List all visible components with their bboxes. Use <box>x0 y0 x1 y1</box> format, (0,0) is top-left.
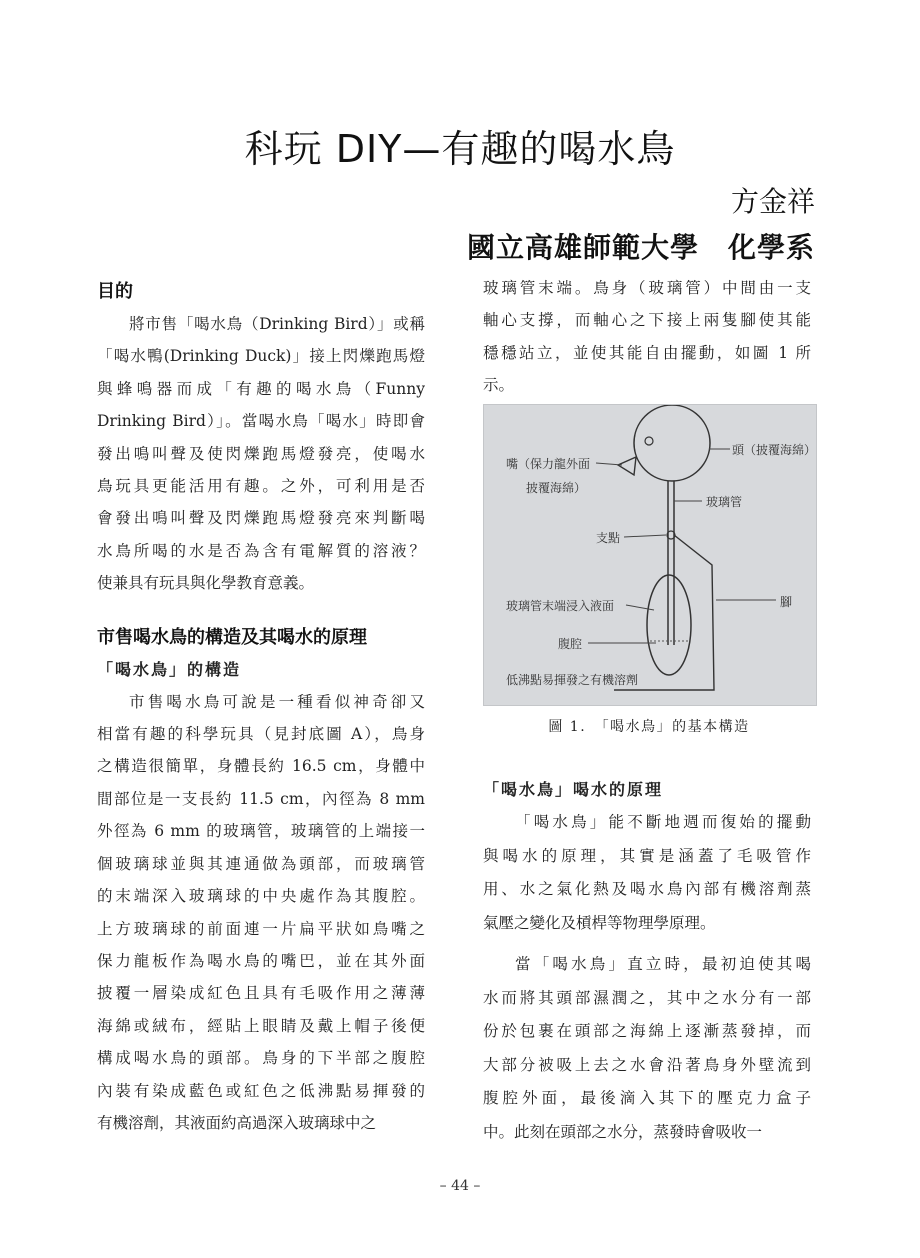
text-line: 市售喝水鳥可說是一種看似神奇卻又 <box>129 692 425 711</box>
label-pivot: 支點 <box>596 531 621 545</box>
text-line: 中。此刻在頭部之水分，蒸發時會吸收一 <box>483 1122 763 1141</box>
text-line: 的末端深入玻璃球的中央處作為其腹腔。 <box>97 887 425 906</box>
text-line: 氣壓之變化及槓桿等物理學原理。 <box>483 913 716 932</box>
bird-eye <box>645 437 653 445</box>
text-line: 份於包裹在頭部之海綿上逐漸蒸發掉，而 <box>483 1022 811 1040</box>
right-column-top <box>483 272 811 402</box>
text-line: 與蜂鳴器而成「有趣的喝水鳥（Funny <box>97 379 425 398</box>
text-line: 發出鳴叫聲及使閃爍跑馬燈發亮，使喝水 <box>97 444 425 463</box>
principle-paragraph-1 <box>483 806 811 940</box>
text-line: 水而將其頭部濕潤之，其中之水分有一部 <box>483 988 811 1007</box>
text-line: 用、水之氣化熱及喝水鳥內部有機溶劑蒸 <box>483 880 811 898</box>
text-line: 穩穩站立，並使其能自由擺動，如圖 1 所 <box>483 343 811 362</box>
label-head: 頭（披覆海綿） <box>732 443 817 457</box>
bird-beak <box>618 457 636 475</box>
subheading-structure: 「喝水鳥」的構造 <box>97 659 242 679</box>
text-line: 構成喝水鳥的頭部。鳥身的下半部之腹腔 <box>97 1049 425 1068</box>
structure-paragraph <box>97 686 425 1140</box>
text-line: 與喝水的原理，其實是涵蓋了毛吸管作 <box>483 846 811 865</box>
label-solvent: 低沸點易揮發之有機溶劑 <box>506 673 639 687</box>
purpose-paragraph <box>97 308 425 600</box>
text-line: 上方玻璃球的前面連一片扁平狀如鳥嘴之 <box>97 919 425 938</box>
right-top-paragraph <box>483 272 811 402</box>
text-line: 內裝有染成藍色或紅色之低沸點易揮發的 <box>97 1081 425 1100</box>
text-line: 將市售「喝水鳥（Drinking Bird）」或稱 <box>129 315 425 333</box>
text-line: 「喝水鴨(Drinking Duck)」接上閃爍跑馬燈 <box>97 347 425 366</box>
principle-paragraph-2 <box>483 948 811 1149</box>
text-line: 個玻璃球並與其連通做為頭部，而玻璃管 <box>97 854 425 873</box>
label-leg: 腳 <box>780 595 793 609</box>
text-line: 當「喝水鳥」直立時，最初迫使其喝 <box>515 955 811 973</box>
page-number: – 44 – <box>439 1178 481 1194</box>
text-line: 使兼具有玩具與化學教育意義。 <box>97 574 315 593</box>
left-column <box>97 276 425 1139</box>
label-beak-1: 嘴（保力龍外面 <box>506 457 591 471</box>
label-tube: 玻璃管 <box>706 495 743 509</box>
right-column-bottom <box>483 774 811 1149</box>
text-line: 之構造很簡單，身體長約 16.5 cm，身體中 <box>97 757 425 776</box>
text-line: 披覆一層染成紅色且具有毛吸作用之薄薄 <box>97 984 425 1003</box>
figure-caption: 圖 1. 「喝水鳥」的基本構造 <box>548 719 750 735</box>
text-line: 鳥玩具更能活用有趣。之外，可利用是否 <box>97 477 425 496</box>
subheading-principle: 「喝水鳥」喝水的原理 <box>483 780 664 799</box>
text-line: 會發出鳴叫聲及閃爍跑馬燈發亮來判斷喝 <box>97 509 425 528</box>
text-line: 腹腔外面，最後滴入其下的壓克力盒子 <box>483 1089 811 1107</box>
page-title: 科玩 DIY—有趣的喝水鳥 <box>244 127 676 171</box>
bird-leg <box>614 535 714 690</box>
label-beak-2: 披覆海綿） <box>526 481 587 495</box>
text-line: Drinking Bird）」。當喝水鳥「喝水」時即會 <box>97 412 425 431</box>
heading-structure-principle: 市售喝水鳥的構造及其喝水的原理 <box>97 626 367 648</box>
text-line: 水鳥所喝的水是否為含有電解質的溶液？ <box>97 541 425 560</box>
drinking-bird-figure <box>483 404 817 706</box>
text-line: 外徑為 6 mm 的玻璃管，玻璃管的上端接一 <box>97 822 425 841</box>
heading-purpose: 目的 <box>97 281 133 302</box>
label-tube-end: 玻璃管末端浸入液面 <box>506 599 615 613</box>
text-line: 玻璃管末端。鳥身（玻璃管）中間由一支 <box>483 279 811 297</box>
author-name: 方金祥 <box>730 185 815 218</box>
text-line: 海綿或絨布，經貼上眼睛及戴上帽子後便 <box>97 1016 425 1035</box>
text-line: 相當有趣的科學玩具（見封底圖 A），鳥身 <box>97 725 425 744</box>
text-line: 軸心支撐，而軸心之下接上兩隻腳使其能 <box>483 311 811 330</box>
text-line: 「喝水鳥」能不斷地週而復始的擺動 <box>515 813 811 831</box>
text-line: 有機溶劑，其液面約高過深入玻璃球中之 <box>97 1113 377 1132</box>
text-line: 間部位是一支長約 11.5 cm，內徑為 8 mm <box>97 789 425 808</box>
bird-abdomen <box>647 575 691 675</box>
text-line: 大部分被吸上去之水會沿著鳥身外壁流到 <box>483 1055 811 1074</box>
text-line: 示。 <box>483 376 515 395</box>
label-abdomen: 腹腔 <box>558 637 583 651</box>
author-affiliation: 國立高雄師範大學 化學系 <box>466 231 815 264</box>
text-line: 保力龍板作為喝水鳥的嘴巴，並在其外面 <box>97 951 425 970</box>
